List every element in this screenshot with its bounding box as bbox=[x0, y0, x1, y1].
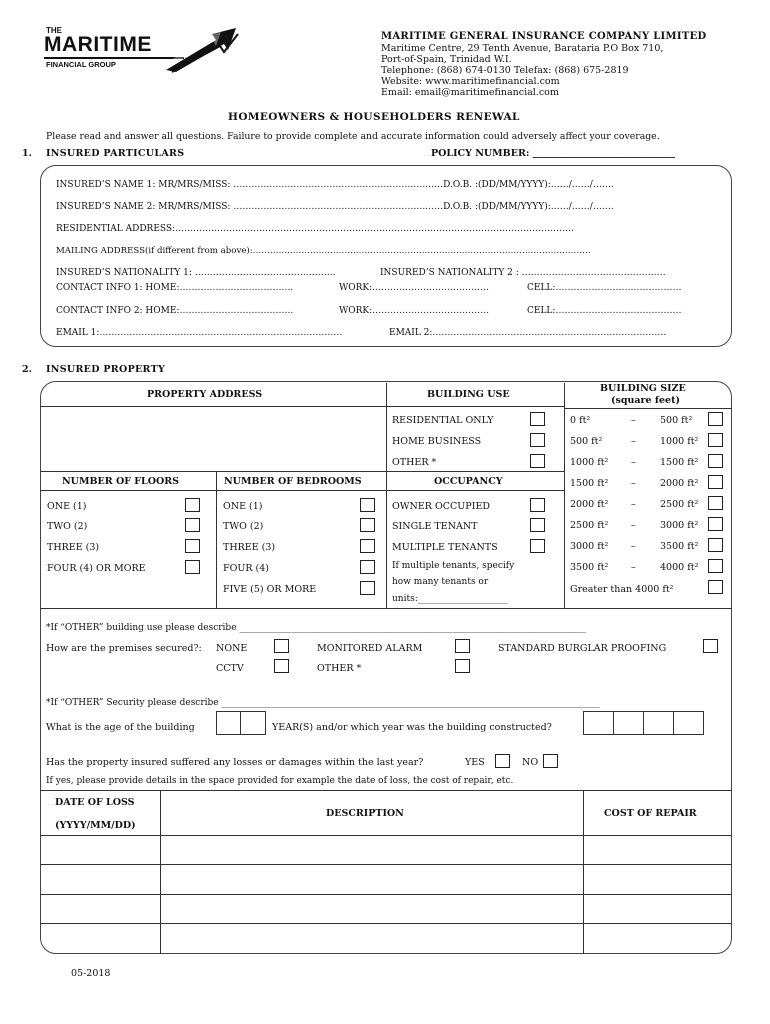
floors-checkbox[interactable] bbox=[185, 539, 200, 553]
nationality2-field[interactable]: INSURED’S NATIONALITY 2 : ………………………………………… bbox=[380, 268, 666, 278]
col-bedrooms: NUMBER OF BEDROOMS bbox=[224, 476, 362, 487]
age-digit-box-2[interactable] bbox=[240, 711, 266, 735]
loss-table-row[interactable] bbox=[41, 865, 731, 894]
sec-alarm-label: MONITORED ALARM bbox=[317, 643, 423, 654]
logo-underline bbox=[44, 57, 184, 59]
occupancy-option: OWNER OCCUPIED bbox=[392, 501, 491, 512]
loss-col-cost: COST OF REPAIR bbox=[604, 808, 697, 819]
age-question: What is the age of the building bbox=[46, 722, 195, 733]
loss-col-date: DATE OF LOSS bbox=[55, 797, 135, 808]
bedrooms-checkbox[interactable] bbox=[360, 581, 375, 595]
size-checkbox[interactable] bbox=[708, 496, 723, 510]
sec-other-label: OTHER * bbox=[317, 663, 362, 674]
use-home-business-label: HOME BUSINESS bbox=[392, 436, 482, 447]
use-other-checkbox[interactable] bbox=[530, 454, 545, 468]
size-dash: – bbox=[631, 520, 636, 531]
year-digit-box-2[interactable] bbox=[613, 711, 644, 735]
floors-checkbox[interactable] bbox=[185, 560, 200, 574]
size-to: 500 ft² bbox=[660, 415, 693, 426]
occupancy-checkbox[interactable] bbox=[530, 498, 545, 512]
email2-field[interactable]: EMAIL 2:…………………………………………………………………… bbox=[389, 328, 667, 338]
sec-other-checkbox[interactable] bbox=[455, 659, 470, 673]
floors-checkbox[interactable] bbox=[185, 518, 200, 532]
size-dash: – bbox=[631, 478, 636, 489]
col-occupancy: OCCUPANCY bbox=[434, 476, 503, 487]
form-title: HOMEOWNERS & HOUSEHOLDERS RENEWAL bbox=[228, 111, 520, 123]
use-residential-checkbox[interactable] bbox=[530, 412, 545, 426]
size-greater-checkbox[interactable] bbox=[708, 580, 723, 594]
bedrooms-checkbox[interactable] bbox=[360, 539, 375, 553]
size-checkbox[interactable] bbox=[708, 517, 723, 531]
year-question: YEAR(S) and/or which year was the building constructed? bbox=[272, 722, 552, 733]
section2-title: INSURED PROPERTY bbox=[46, 364, 166, 375]
company-phone: Telephone: (868) 674-0130 Telefax: (868) 675-2819 bbox=[381, 65, 629, 76]
section1-number: 1. bbox=[22, 148, 32, 159]
email1-field[interactable]: EMAIL 1:……………………………………………………………………… bbox=[56, 328, 343, 338]
contact1-home-field[interactable]: CONTACT INFO 1: HOME:……………………………….. bbox=[56, 283, 294, 293]
occupancy-option: MULTIPLE TENANTS bbox=[392, 542, 498, 553]
size-from: 2000 ft² bbox=[570, 499, 609, 510]
size-from: 0 ft² bbox=[570, 415, 591, 426]
sec-cctv-label: CCTV bbox=[216, 663, 244, 674]
loss-col-date-format: (YYYY/MM/DD) bbox=[55, 820, 136, 831]
size-checkbox[interactable] bbox=[708, 475, 723, 489]
sec-cctv-checkbox[interactable] bbox=[274, 659, 289, 673]
contact2-work-field[interactable]: WORK:………………………………… bbox=[339, 306, 490, 316]
size-checkbox[interactable] bbox=[708, 559, 723, 573]
size-dash: – bbox=[631, 415, 636, 426]
insured-name1-field[interactable]: INSURED’S NAME 1: MR/MRS/MISS: ……………………………………………………….……D.O.B. :(DD/MM/YYYY):……/……/……. bbox=[56, 180, 614, 190]
insured-particulars-box bbox=[40, 165, 732, 347]
insured-name2-field[interactable]: INSURED’S NAME 2: MR/MRS/MISS: ……………………………………………………….……D.O.B. :(DD/MM/YYYY):……/……/……. bbox=[56, 202, 614, 212]
year-digit-box-4[interactable] bbox=[673, 711, 704, 735]
bedrooms-checkbox[interactable] bbox=[360, 560, 375, 574]
size-to: 3500 ft² bbox=[660, 541, 699, 552]
policy-number-field[interactable]: POLICY NUMBER: ______________________________ bbox=[431, 148, 676, 159]
floors-option: FOUR (4) OR MORE bbox=[47, 563, 146, 574]
size-from: 1500 ft² bbox=[570, 478, 609, 489]
size-dash: – bbox=[631, 499, 636, 510]
company-name: MARITIME GENERAL INSURANCE COMPANY LIMITED bbox=[381, 31, 707, 42]
other-security-describe-field[interactable]: *If “OTHER” Security please describe ____________________________________________________________________________________ bbox=[46, 698, 600, 708]
occupancy-option: SINGLE TENANT bbox=[392, 521, 478, 532]
sec-burglar-checkbox[interactable] bbox=[703, 639, 718, 653]
residential-address-field[interactable]: RESIDENTIAL ADDRESS:……………………………………………………………………………………………………………………. bbox=[56, 224, 574, 234]
size-dash: – bbox=[631, 562, 636, 573]
use-other-label: OTHER * bbox=[392, 457, 437, 468]
size-dash: – bbox=[631, 457, 636, 468]
year-digit-box-3[interactable] bbox=[643, 711, 674, 735]
contact2-cell-field[interactable]: CELL:…………………………………… bbox=[527, 306, 682, 316]
bedrooms-option: TWO (2) bbox=[223, 521, 264, 532]
tenants-note-line1: If multiple tenants, specify bbox=[392, 561, 515, 571]
size-from: 3500 ft² bbox=[570, 562, 609, 573]
tenants-units-field[interactable]: units:____________________ bbox=[392, 594, 508, 604]
floors-checkbox[interactable] bbox=[185, 498, 200, 512]
loss-table-row[interactable] bbox=[41, 836, 731, 864]
size-dash: – bbox=[631, 541, 636, 552]
bedrooms-option: FOUR (4) bbox=[223, 563, 270, 574]
loss-yes-checkbox[interactable] bbox=[495, 754, 510, 768]
company-website: Website: www.maritimefinancial.com bbox=[381, 76, 560, 87]
loss-question: Has the property insured suffered any losses or damages within the last year? bbox=[46, 757, 424, 768]
form-version-code: 05-2018 bbox=[71, 968, 111, 979]
logo-arrows-icon bbox=[164, 24, 242, 74]
age-digit-box-1[interactable] bbox=[216, 711, 241, 735]
size-from: 500 ft² bbox=[570, 436, 603, 447]
other-use-describe-field[interactable]: *If “OTHER” building use please describe _____________________________________________________________________________ bbox=[46, 623, 586, 633]
company-address-line2: Port-of-Spain, Trinidad W.I. bbox=[381, 54, 512, 65]
logo-the: THE bbox=[46, 26, 62, 35]
size-checkbox[interactable] bbox=[708, 538, 723, 552]
col-building-size: BUILDING SIZE bbox=[600, 383, 686, 394]
size-from: 3000 ft² bbox=[570, 541, 609, 552]
nationality1-field[interactable]: INSURED’S NATIONALITY 1: ……………………………………….. bbox=[56, 268, 336, 278]
section2-number: 2. bbox=[22, 364, 32, 375]
size-to: 2500 ft² bbox=[660, 499, 699, 510]
occupancy-checkbox[interactable] bbox=[530, 518, 545, 532]
loss-details-instructions: If yes, please provide details in the space provided for example the date of loss, the cost of repair, etc. bbox=[46, 776, 514, 786]
bedrooms-checkbox[interactable] bbox=[360, 518, 375, 532]
col-property-address: PROPERTY ADDRESS bbox=[147, 389, 263, 400]
secured-question: How are the premises secured?: bbox=[46, 643, 202, 654]
section1-title: INSURED PARTICULARS bbox=[46, 148, 185, 159]
sec-alarm-checkbox[interactable] bbox=[455, 639, 470, 653]
col-building-use: BUILDING USE bbox=[427, 389, 510, 400]
tenants-note-line2: how many tenants or bbox=[392, 577, 489, 587]
sec-none-checkbox[interactable] bbox=[274, 639, 289, 653]
bedrooms-option: THREE (3) bbox=[223, 542, 276, 553]
size-checkbox[interactable] bbox=[708, 433, 723, 447]
size-to: 3000 ft² bbox=[660, 520, 699, 531]
contact2-home-field[interactable]: CONTACT INFO 2: HOME:……………………………….. bbox=[56, 306, 294, 316]
intro-text: Please read and answer all questions. Failure to provide complete and accurate information could adversely affect your coverage. bbox=[46, 131, 660, 142]
size-from: 2500 ft² bbox=[570, 520, 609, 531]
loss-col-description: DESCRIPTION bbox=[326, 808, 404, 819]
floors-option: ONE (1) bbox=[47, 501, 87, 512]
company-email: Email: email@maritimefinancial.com bbox=[381, 87, 559, 98]
size-checkbox[interactable] bbox=[708, 412, 723, 426]
bedrooms-option: ONE (1) bbox=[223, 501, 263, 512]
bedrooms-option: FIVE (5) OR MORE bbox=[223, 584, 317, 595]
contact1-work-field[interactable]: WORK:………………………………… bbox=[339, 283, 490, 293]
year-digit-box-1[interactable] bbox=[583, 711, 614, 735]
col-building-size-unit: (square feet) bbox=[611, 395, 680, 406]
use-home-business-checkbox[interactable] bbox=[530, 433, 545, 447]
loss-table-row[interactable] bbox=[41, 924, 731, 952]
loss-table-row[interactable] bbox=[41, 895, 731, 923]
use-residential-label: RESIDENTIAL ONLY bbox=[392, 415, 494, 426]
size-greater-label: Greater than 4000 ft² bbox=[570, 584, 674, 595]
contact1-cell-field[interactable]: CELL:…………………………………… bbox=[527, 283, 682, 293]
size-to: 4000 ft² bbox=[660, 562, 699, 573]
size-checkbox[interactable] bbox=[708, 454, 723, 468]
logo-sub: FINANCIAL GROUP bbox=[46, 60, 116, 69]
occupancy-checkbox[interactable] bbox=[530, 539, 545, 553]
size-dash: – bbox=[631, 436, 636, 447]
loss-no-label: NO bbox=[522, 757, 539, 768]
loss-no-checkbox[interactable] bbox=[543, 754, 558, 768]
loss-yes-label: YES bbox=[465, 757, 485, 768]
mailing-address-field[interactable]: MAILING ADDRESS(if different from above):………………………………………………………………………………………………………. bbox=[56, 246, 591, 256]
sec-burglar-label: STANDARD BURGLAR PROOFING bbox=[498, 643, 667, 654]
sec-none-label: NONE bbox=[216, 643, 248, 654]
company-address-line1: Maritime Centre, 29 Tenth Avenue, Barataria P.O Box 710, bbox=[381, 43, 664, 54]
size-to: 1500 ft² bbox=[660, 457, 699, 468]
col-floors: NUMBER OF FLOORS bbox=[62, 476, 180, 487]
size-to: 2000 ft² bbox=[660, 478, 699, 489]
size-to: 1000 ft² bbox=[660, 436, 699, 447]
bedrooms-checkbox[interactable] bbox=[360, 498, 375, 512]
floors-option: THREE (3) bbox=[47, 542, 100, 553]
size-from: 1000 ft² bbox=[570, 457, 609, 468]
floors-option: TWO (2) bbox=[47, 521, 88, 532]
logo-name: MARITIME bbox=[44, 33, 152, 56]
company-logo bbox=[44, 24, 244, 76]
